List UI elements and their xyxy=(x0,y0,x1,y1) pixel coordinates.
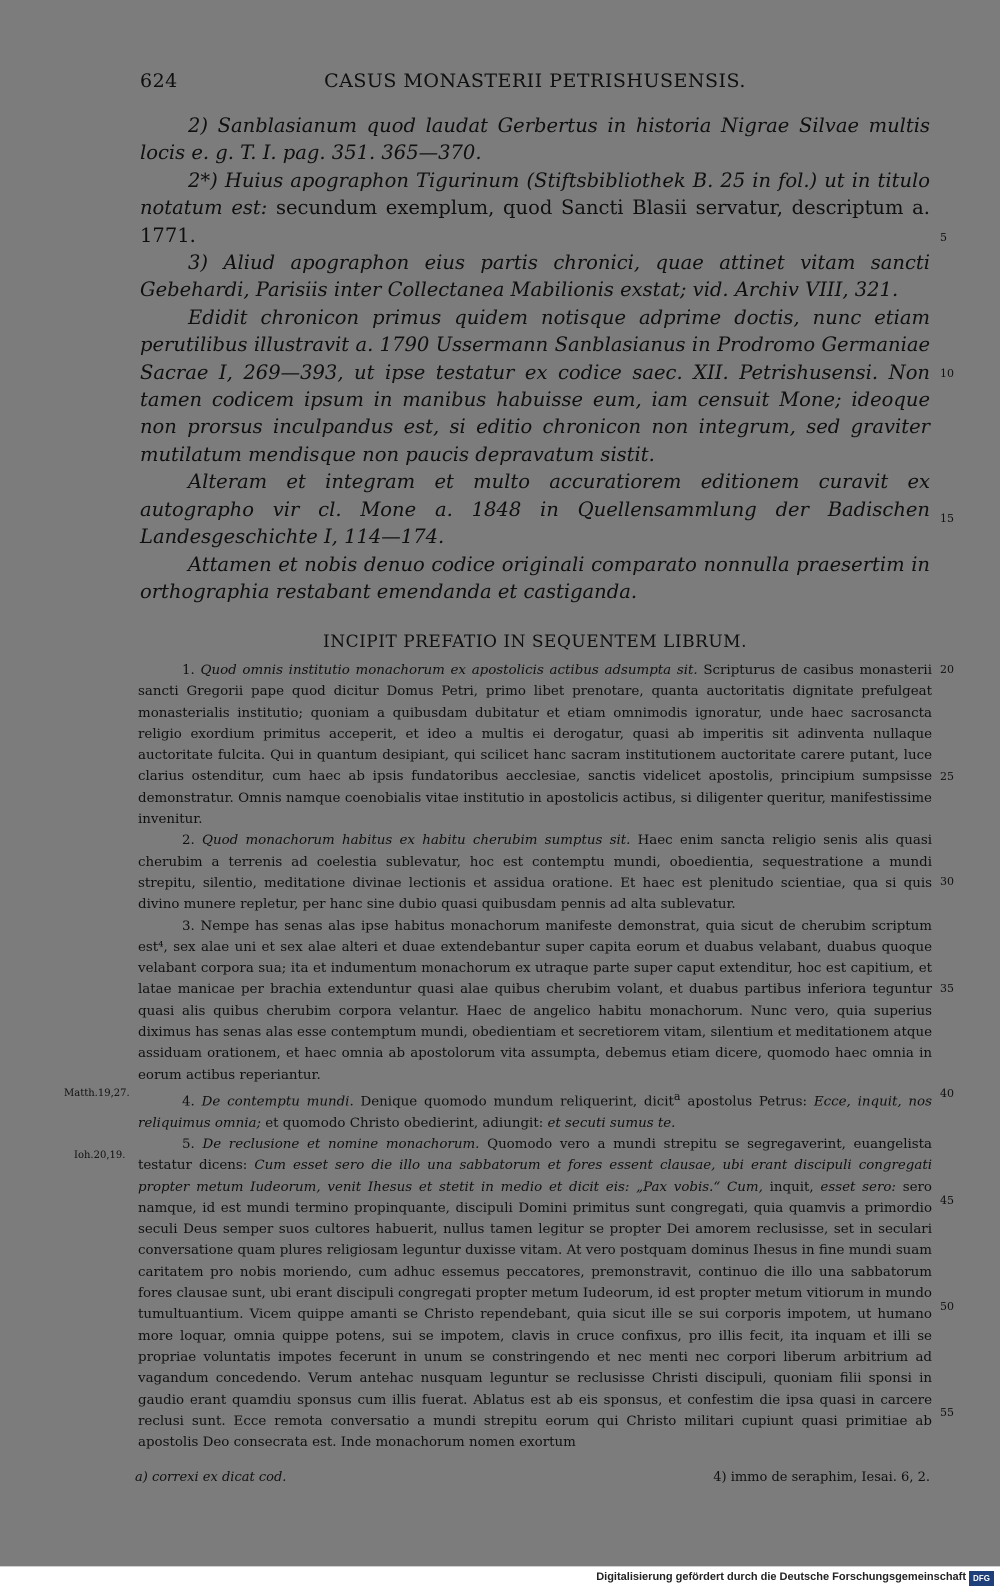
dfg-logo: DFG xyxy=(969,1571,994,1586)
footnote-a: a) correxi ex dicat cod. xyxy=(135,1470,287,1485)
section-1 xyxy=(138,660,932,830)
section-3: 3. Nempe has senas alas ipse habitus monachorum manifeste demonstrat, quia sicut de cherubim scriptum est⁴, sex alae uni et sex alae alteri et duae extendebantur super capita eorum et duabus velabant, duabus quoque velabant corpora sua; ita et indumentum monachorum ex utraque parte super caput extenditur, hoc est capitium, et latae manicae per brachia extenduntur quasi alae quibus cherubim volant, et duabus partibus inferiora teguntur quasi alis quibus cherubim corpora velantur. Haec de angelico habitu monachorum. Nunc vero, quia superius diximus has senas alas esse contemptum mundi, obedientiam et secretiorem vitam, silentium et meditationem atque assiduam orationem, et haec omnia ab apostolorum vita assumpta, debemus etiam dicere, quomodo haec omnia in eorum actibus reperiantur. xyxy=(138,918,932,1083)
intro-paragraph-3: 3) Aliud apographon eius partis chronici, quae attinet vitam sancti Gebehardi, Parisiis inter Collectanea Mabilionis exstat; vid. Archiv VIII, 321. xyxy=(140,251,930,302)
section-5-text-b: inquit, xyxy=(762,1179,821,1195)
line-number: 50 xyxy=(940,1300,954,1313)
section-4 xyxy=(138,1086,932,1134)
funding-notice: Digitalisierung gefördert durch die Deutsche Forschungsgemeinschaft xyxy=(596,1571,966,1583)
page-number: 624 xyxy=(140,70,178,92)
section-2-number: 2. xyxy=(182,833,195,849)
running-title: CASUS MONASTERII PETRISHUSENSIS. xyxy=(324,70,746,92)
line-number: 45 xyxy=(940,1194,954,1207)
section-5-title: De reclusione et nomine monachorum. xyxy=(202,1137,480,1152)
section-1-title: Quod omnis institutio monachorum ex apostolicis actibus adsumpta sit. xyxy=(200,663,698,678)
intro-paragraph-2-italic: 2*) Huius apographon Tigurinum (Stiftsbibliothek B. 25 in fol.) ut in titulo notatum est: xyxy=(140,168,930,220)
footnote-ref-a: a xyxy=(673,1089,681,1103)
line-number: 25 xyxy=(940,770,954,783)
margin-reference-john: Ioh.20,19. xyxy=(74,1150,126,1161)
footer-bar xyxy=(0,1566,1000,1591)
section-1-number: 1. xyxy=(182,663,195,678)
line-number: 20 xyxy=(940,663,954,676)
section-4-text-b: apostolus Petrus: xyxy=(680,1094,814,1110)
margin-reference-matthew: Matth.19,27. xyxy=(64,1088,130,1099)
intro-paragraph-2-roman: secundum exemplum, quod Sancti Blasii servatur, descriptum a. 1771. xyxy=(140,196,930,247)
section-4-number: 4. xyxy=(182,1094,195,1110)
section-4-quote-1: Ecce, inquit, nos reliquimus omnia; xyxy=(138,1094,932,1131)
line-number: 15 xyxy=(940,512,954,525)
main-text xyxy=(138,660,932,1453)
section-2 xyxy=(138,830,932,915)
section-2-title: Quod monachorum habitus ex habitu cherubim sumptus sit. xyxy=(202,833,631,849)
section-5-text-a: Quomodo vero a mundi strepitu se segregaverint, euangelista testatur dicens: xyxy=(138,1137,932,1174)
intro-paragraph-2 xyxy=(140,167,930,249)
section-5-text-c: sero namque, id est mundi termino propinquante, discipuli Domini primitus sunt congregati, quia quamvis a primordio seculi Deus semper suos cultores habuerit, nullus tamen legitur se propter Dei amorem reclusisse, set in seculari conversatione quam plures religiosam leguntur duxisse vitam. At vero postquam dominus Ihesus in fine mundi suam caritatem pro nobis moriendo, cum adhuc essemus peccatores, premonstravit, continuo die illo una sabbatorum fores clausae sunt, ubi erant discipuli congregati propter metum Iudeorum, id est propter metum vitiorum in mundo tumultuantium. Vicem quippe amanti se Christo rependebant, quia sicut ille se sui corporis impotem, ut humano more loquar, omnia quippe potens, sui se impotem, clavis in cruce confixus, pro illis fecit, ita inquam et illi se propriae voluntatis impotes fecerunt in unum se constringendo et nec menti nec corpori liberum arbitrium ad vagandum concedendo. Verum antehac nusquam leguntur se reclusisse Christi discipuli, quoniam filii sponsi in gaudio erant quamdiu sponsus cum illis fuerat. Ablatus est ab eis sponsus, et confestim die ipsa quasi in carcere reclusi sunt. Ecce remota conversatio a mundi strepitu eorum qui Christo militari cupiunt quasi primitiae ab apostolis Deo consecrata est. Inde monachorum nomen exortum xyxy=(138,1179,932,1451)
section-heading: INCIPIT PREFATIO IN SEQUENTEM LIBRUM. xyxy=(322,632,747,652)
intro-paragraph-4: Edidit chronicon primus quidem notisque adprime doctis, nunc etiam perutilibus illustravit a. 1790 Ussermann Sanblasianus in Prodromo Germaniae Sacrae I, 269—393, ut ipse testatur ex codice saec. XII. Petrishusensi. Non tamen codicem ipsum in manibus habuisse eum, iam censuit Mone; ideoque non prorsus inculpandus est, si editio chronicon non integrum, sed graviter mutilatum mendisque non paucis depravatum sistit. xyxy=(140,305,930,466)
introduction xyxy=(140,112,930,605)
section-1-text: Scripturus de casibus monasterii sancti Gregorii pape quod dicitur Domus Petri, primo libet prenotare, quanta auctoritatis dignitate prefulgeat monasterialis institutio; quoniam a quibusdam dubitatur et etiam omnimodis ignoratur, unde haec sacrosancta religio exordium primitus acceperit, et ideo a multis ei derogatur, quasi ab imperitis sit adinventa nullaque auctoritate fulcita. Qui in quantum desipiant, qui scilicet hanc sacram institutionem auctoritate carere putant, luce clarius ostenditur, cum haec ab ipsis fundatoribus aecclesiae, sanctis videlicet apostolis, principium sumpsisse demonstratur. Omnis namque coenobialis vitae institutio in apostolicis actibus, si diligenter queritur, manifestissime invenitur. xyxy=(138,663,932,828)
section-5-quote-2: esset sero: xyxy=(820,1179,896,1195)
line-number: 5 xyxy=(940,231,947,244)
section-4-title: De contemptu mundi. xyxy=(201,1094,354,1110)
section-5-quote-1: Cum esset sero die illo una sabbatorum et fores essent clausae, ubi erant discipuli congregati propter metum Iudeorum, venit Ihesus et stetit in medio et dicit eis: „Pax vobis.“ Cum, xyxy=(138,1158,932,1195)
section-5 xyxy=(138,1134,932,1453)
line-number: 10 xyxy=(940,367,954,380)
footnote-4: 4) immo de seraphim, Iesai. 6, 2. xyxy=(713,1470,930,1485)
section-2-text: Haec enim sancta religio senis alis quasi cherubim a terrenis ad coelestia sublevatur, hoc est contemptu mundi, oboedientia, sequestratione a mundi strepitu, silentio, meditatione divinae lectionis et assidua oratione. Et haec est plenitudo scientiae, qua si quis divino munere repletur, per hanc sine dubio quasi quibusdam pennis ad alta sublevatur. xyxy=(138,833,932,913)
line-number: 55 xyxy=(940,1406,954,1419)
section-4-quote-2: et secuti sumus te. xyxy=(547,1115,676,1131)
line-number: 35 xyxy=(940,982,954,995)
intro-paragraph-6: Attamen et nobis denuo codice originali comparato nonnulla praesertim in orthographia restabant emendanda et castiganda. xyxy=(140,552,930,603)
section-4-text-a: Denique quomodo mundum reliquerint, dicit xyxy=(353,1094,674,1110)
intro-paragraph-5: Alteram et integram et multo accuratiorem editionem curavit ex autographo vir cl. Mone a. 1848 in Quellensammlung der Badischen Landesgeschichte I, 114—174. xyxy=(140,470,930,549)
line-number: 30 xyxy=(940,875,954,888)
section-4-text-c: et quomodo Christo obedierint, adiungit: xyxy=(260,1115,548,1131)
line-number: 40 xyxy=(940,1087,954,1100)
section-5-number: 5. xyxy=(182,1137,195,1152)
intro-paragraph-1: 2) Sanblasianum quod laudat Gerbertus in historia Nigrae Silvae multis locis e. g. T. I. pag. 351. 365—370. xyxy=(140,114,930,165)
